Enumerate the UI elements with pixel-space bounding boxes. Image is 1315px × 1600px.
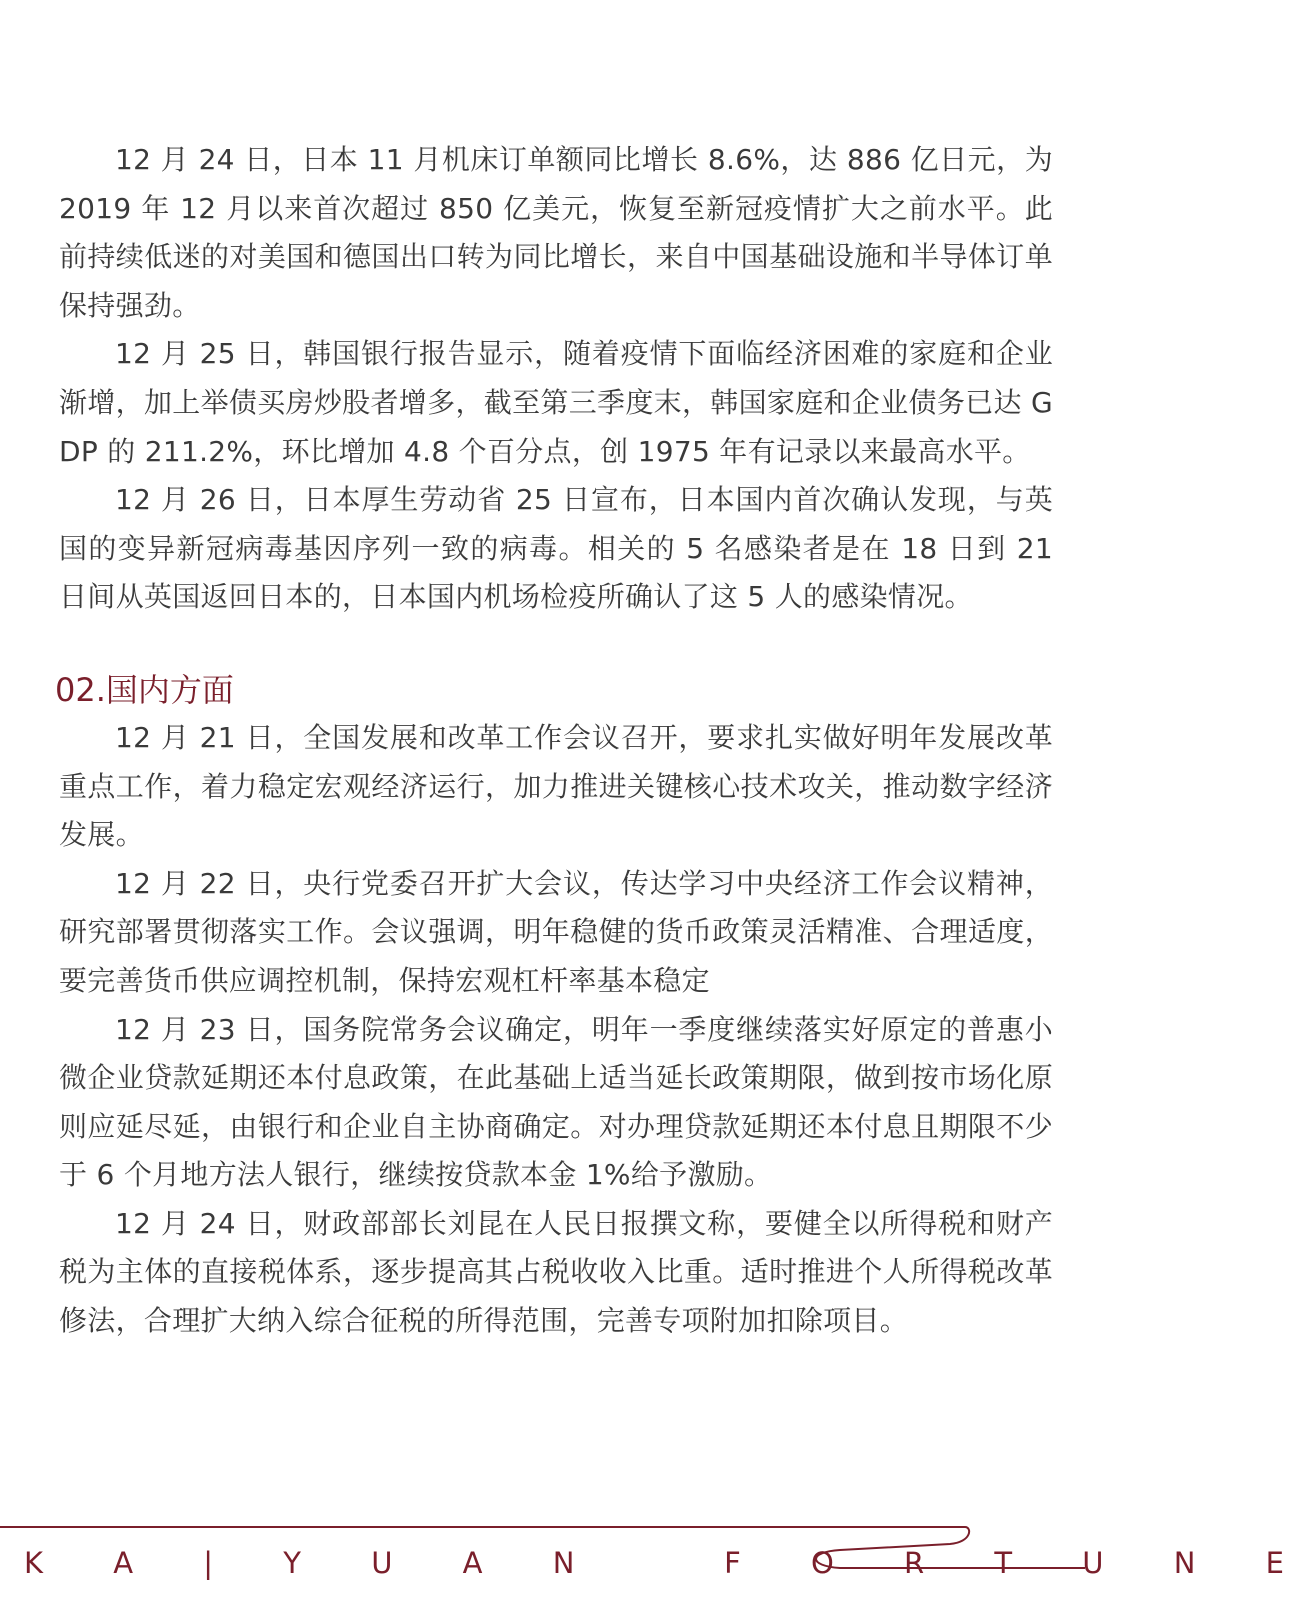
section-title: 02.国内方面 bbox=[55, 670, 234, 709]
news-paragraph: 12 月 25 日，韩国银行报告显示，随着疫情下面临经济困难的家庭和企业渐增，加上举债买房炒股者增多，截至第三季度末，韩国家庭和企业债务已达 GDP 的 211.2%，环比增加 4.8 个百分点，创 1975 年有记录以来最高水平。 bbox=[59, 337, 1053, 468]
news-paragraph: 12 月 21 日，全国发展和改革工作会议召开，要求扎实做好明年发展改革重点工作，着力稳定宏观经济运行，加力推进关键核心技术攻关，推动数字经济发展。 bbox=[59, 720, 1053, 852]
page-content bbox=[55, 136, 1053, 1346]
swoosh-icon bbox=[800, 1520, 1100, 1600]
news-paragraph: 12 月 24 日，财政部部长刘昆在人民日报撰文称，要健全以所得税和财产税为主体的直接税体系，逐步提高其占税收收入比重。适时推进个人所得税改革修法，合理扩大纳入综合征税的所得范围，完善专项附加扣除项目。 bbox=[59, 1206, 1053, 1338]
domestic-section bbox=[55, 666, 1053, 1346]
news-paragraph: 12 月 22 日，央行党委召开扩大会议，传达学习中央经济工作会议精神，研究部署贯彻落实工作。会议强调，明年稳健的货币政策灵活精准、合理适度，要完善货币供应调控机制，保持宏观杠杆率基本稳定 bbox=[59, 866, 1053, 997]
news-paragraph: 12 月 26 日，日本厚生劳动省 25 日宣布，日本国内首次确认发现，与英国的变异新冠病毒基因序列一致的病毒。相关的 5 名感染者是在 18 日到 21 日间从英国返回日本的，日本国内机场检疫所确认了这 5 人的感染情况。 bbox=[59, 483, 1053, 614]
page-footer bbox=[0, 1520, 1315, 1600]
news-paragraph: 12 月 24 日，日本 11 月机床订单额同比增长 8.6%，达 886 亿日元，为 2019 年 12 月以来首次超过 850 亿美元，恢复至新冠疫情扩大之前水平。此前持续低迷的对美国和德国出口转为同比增长，来自中国基础设施和半导体订单保持强劲。 bbox=[59, 143, 1053, 322]
news-paragraph: 12 月 23 日，国务院常务会议确定，明年一季度继续落实好原定的普惠小微企业贷款延期还本付息政策，在此基础上适当延长政策期限，做到按市场化原则应延尽延，由银行和企业自主协商确定。对办理贷款延期还本付息且期限不少于 6 个月地方法人银行，继续按贷款本金 1%给予激励。 bbox=[59, 1012, 1053, 1192]
brand-logo-text: K A | Y U A N F O R T U N E bbox=[24, 1546, 1315, 1580]
